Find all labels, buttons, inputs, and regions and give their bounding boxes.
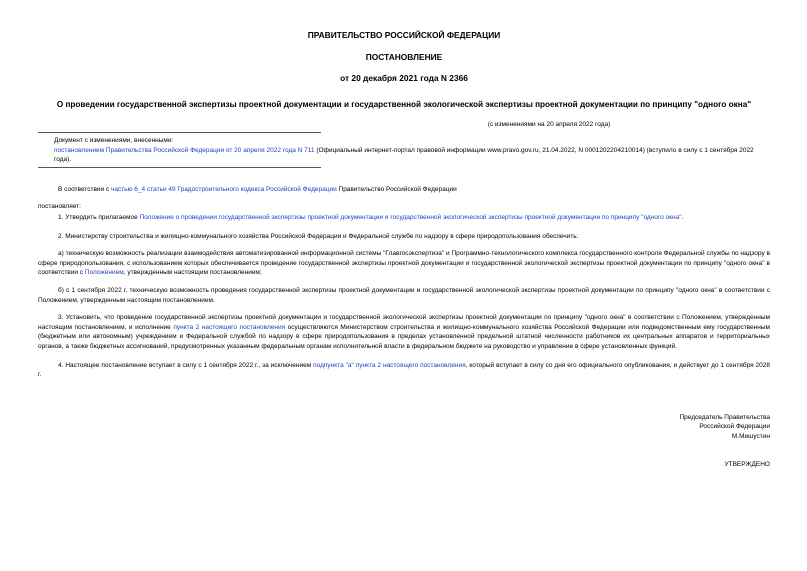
- signature-block: [38, 413, 770, 441]
- regulation-short-link[interactable]: Положением: [84, 269, 124, 277]
- signature-org: Российской Федерации: [699, 423, 770, 431]
- government-heading: ПРАВИТЕЛЬСТВО РОССИЙСКОЙ ФЕДЕРАЦИИ: [307, 30, 501, 40]
- intro-pre: В соответствии с: [58, 185, 112, 193]
- divider-top: [38, 132, 321, 133]
- p4-pre: 4. Настоящее постановление вступает в силу с 1 сентября 2022 г., за исключением: [58, 361, 314, 369]
- intro-paragraph: [38, 185, 770, 195]
- intro-post: Правительство Российской Федерации: [336, 185, 457, 193]
- paragraph-2a: [38, 249, 770, 278]
- p2a-pre: а) техническую возможность реализации взаимодействия автоматизированной информационной системы "Главгосэкспертиза" и Программно-технологического комплекса государственного контроля Федеральной службы по надзору в сфере природопользования, с использованием которых обеспечивается проведение государственной экспертизы проектной документации и государственной экологической экспертизы проектной документации по принципу "одного окна" в соответствии с: [38, 250, 770, 277]
- subpoint-a-link[interactable]: подпункта "а": [313, 361, 354, 369]
- divider-bottom: [38, 167, 321, 168]
- p1-post: .: [681, 214, 684, 222]
- p3-pre: 3. Установить, что проведение государственной экспертизы проектной документации и государственной экологической экспертизы проектной документации по принципу "одного окна" в соответствии с Положением, утвержденным настоящим постановлением, и исполнение: [38, 314, 770, 331]
- signature-name: М.Мишустин: [731, 432, 770, 440]
- regulation-link[interactable]: Положение о проведении государственной экспертизы проектной документации и государственной экологической экспертизы проектной документации по принципу "одного окна": [139, 214, 682, 222]
- point-2-link[interactable]: пункта 2 настоящего постановления: [173, 323, 286, 331]
- doc-type-heading: ПОСТАНОВЛЕНИЕ: [365, 52, 443, 62]
- date-number-heading: от 20 декабря 2021 года N 2366: [340, 73, 468, 83]
- amendment-link[interactable]: постановлением Правительства Российской Федерации от 20 апреля 2022 года N 711: [54, 146, 315, 154]
- p1-pre: 1. Утвердить прилагаемое: [58, 214, 140, 222]
- resolves-line: постановляет:: [38, 203, 81, 211]
- approved-label: УТВЕРЖДЕНО: [724, 461, 770, 468]
- document-title: О проведении государственной экспертизы проектной документации и государственной экологической экспертизы проектной документации по принципу "одного окна": [56, 100, 752, 109]
- paragraph-1: [38, 213, 770, 223]
- code-article-link[interactable]: частью 6_4 статьи 49 Градостроительного кодекса Российской Федерации: [111, 185, 337, 193]
- p4-post: , который вступает в силу со дня его официального опубликования, и действует до 1 сентября 2028 г.: [38, 361, 770, 379]
- changes-note: (с изменениями на 20 апреля 2022 года): [487, 120, 611, 128]
- paragraph-4: [38, 361, 770, 380]
- amendment-details: (Официальный интернет-портал правовой информации www.pravo.gov.ru, 21.04.2022, N 0001202204210014) (вступило в силу с 1 сентября 2022 года).: [54, 146, 754, 164]
- point-2-link-2[interactable]: пункта 2 настоящего постановления: [355, 361, 466, 369]
- editions-block: [38, 136, 770, 165]
- paragraph-3: [38, 313, 770, 351]
- p2a-post: , утвержденным настоящим постановлением;: [123, 269, 262, 277]
- editions-text: [54, 146, 770, 165]
- p3-post: осуществляются Министерством строительства и жилищно-коммунального хозяйства Российской Федерации или подведомственным ему государственным (бюджетным или автономным) учреждением и Федеральной службой по надзору в сфере природопользования в пределах установленной предельной штатной численности работников их центральных аппаратов и территориальных органов, а также бюджетных ассигнований, предусмотренных указанным федеральным органам исполнительной власти в федеральном бюджете на руководство и управление в сфере установленных функций.: [38, 323, 770, 350]
- signature-title: Председатель Правительства: [679, 413, 770, 421]
- document-page: [38, 30, 770, 470]
- editions-intro: Документ с изменениями, внесенными:: [54, 137, 174, 145]
- paragraph-2: 2. Министерству строительства и жилищно-коммунального хозяйства Российской Федерации и Федеральной службе по надзору в сфере природопользования обеспечить:: [58, 232, 579, 240]
- paragraph-2b: б) с 1 сентября 2022 г. техническую возможность проведения государственной экспертизы проектной документации и государственной экологической экспертизы проектной документации по принципу "одного окна" в соответствии с Положением, утвержденным настоящим постановлением.: [38, 287, 770, 304]
